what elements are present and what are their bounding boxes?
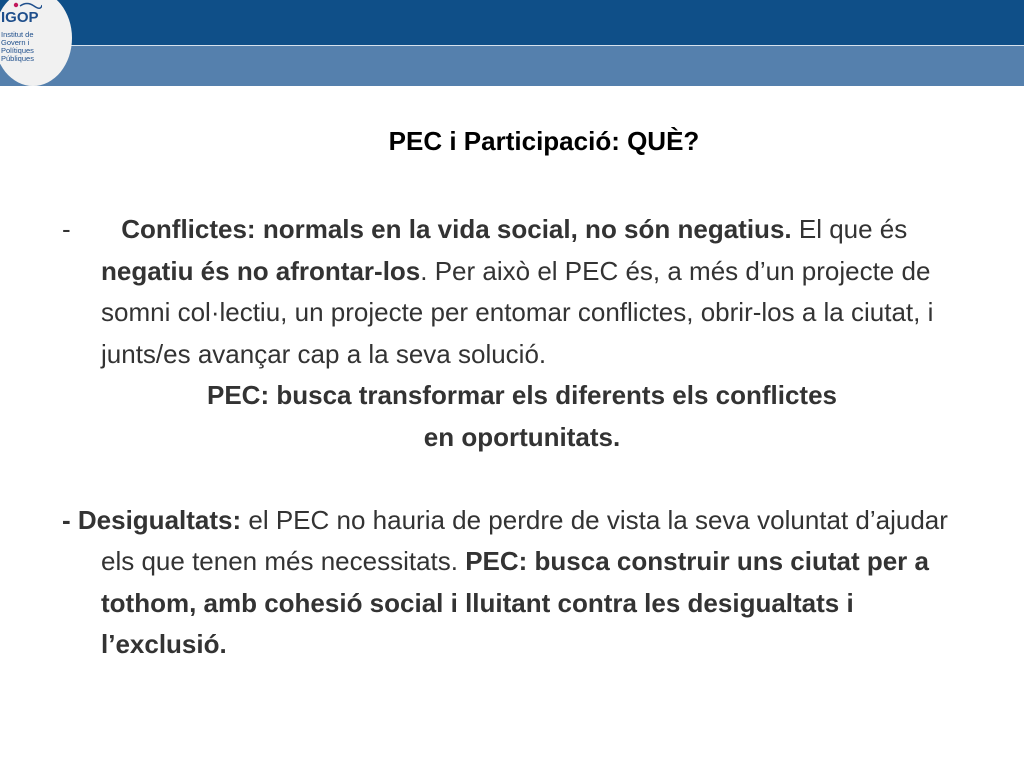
spacer <box>62 458 982 500</box>
bullet-dash: - <box>62 214 71 244</box>
conflicts-lead: Conflictes: normals en la vida social, no són negatius. <box>121 214 792 244</box>
slide-title: PEC i Participació: QUÈ? <box>388 126 700 156</box>
logo-subtitle-line: Públiques <box>1 54 34 63</box>
conflicts-paragraph <box>62 209 982 375</box>
logo-subtitle-line: Govern i <box>1 38 30 47</box>
inequalities-text-a: el PEC no hauria de perdre de vista la seva voluntat d’ajudar els que tenen més necessitats. <box>101 504 948 576</box>
conflicts-bold-b: negatiu és no afrontar-los <box>101 255 421 286</box>
slide-body <box>62 209 982 666</box>
conflicts-text-a: El que és <box>791 214 908 244</box>
igop-logo <box>0 0 70 78</box>
logo-name: IGOP <box>1 9 39 26</box>
logo-subtitle-line: Institut de <box>1 30 34 39</box>
conflicts-conclusion-line2: en oportunitats. <box>423 421 621 452</box>
logo-mark-icon <box>12 1 42 9</box>
logo-subtitle-line: Polítiques <box>1 46 34 55</box>
inequalities-paragraph <box>62 500 982 666</box>
header-band-top <box>0 0 1024 45</box>
logo-subtitle <box>1 31 67 63</box>
header-band-bottom <box>0 46 1024 86</box>
inequalities-bold-b: PEC: busca construir uns ciutat per a tothom, amb cohesió social i lluitant contra les desigualtats i l’exclusió. <box>101 546 929 659</box>
inequalities-lead: - Desigualtats: <box>62 504 242 535</box>
conflicts-conclusion-line1: PEC: busca transformar els diferents els conflictes <box>207 380 837 410</box>
conflicts-text-c: . Per això el PEC és, a més d’un projecte de somni col·lectiu, un projecte per entomar conflictes, obrir-los a la ciutat, i junts/es avançar cap a la seva solució. <box>101 255 934 369</box>
